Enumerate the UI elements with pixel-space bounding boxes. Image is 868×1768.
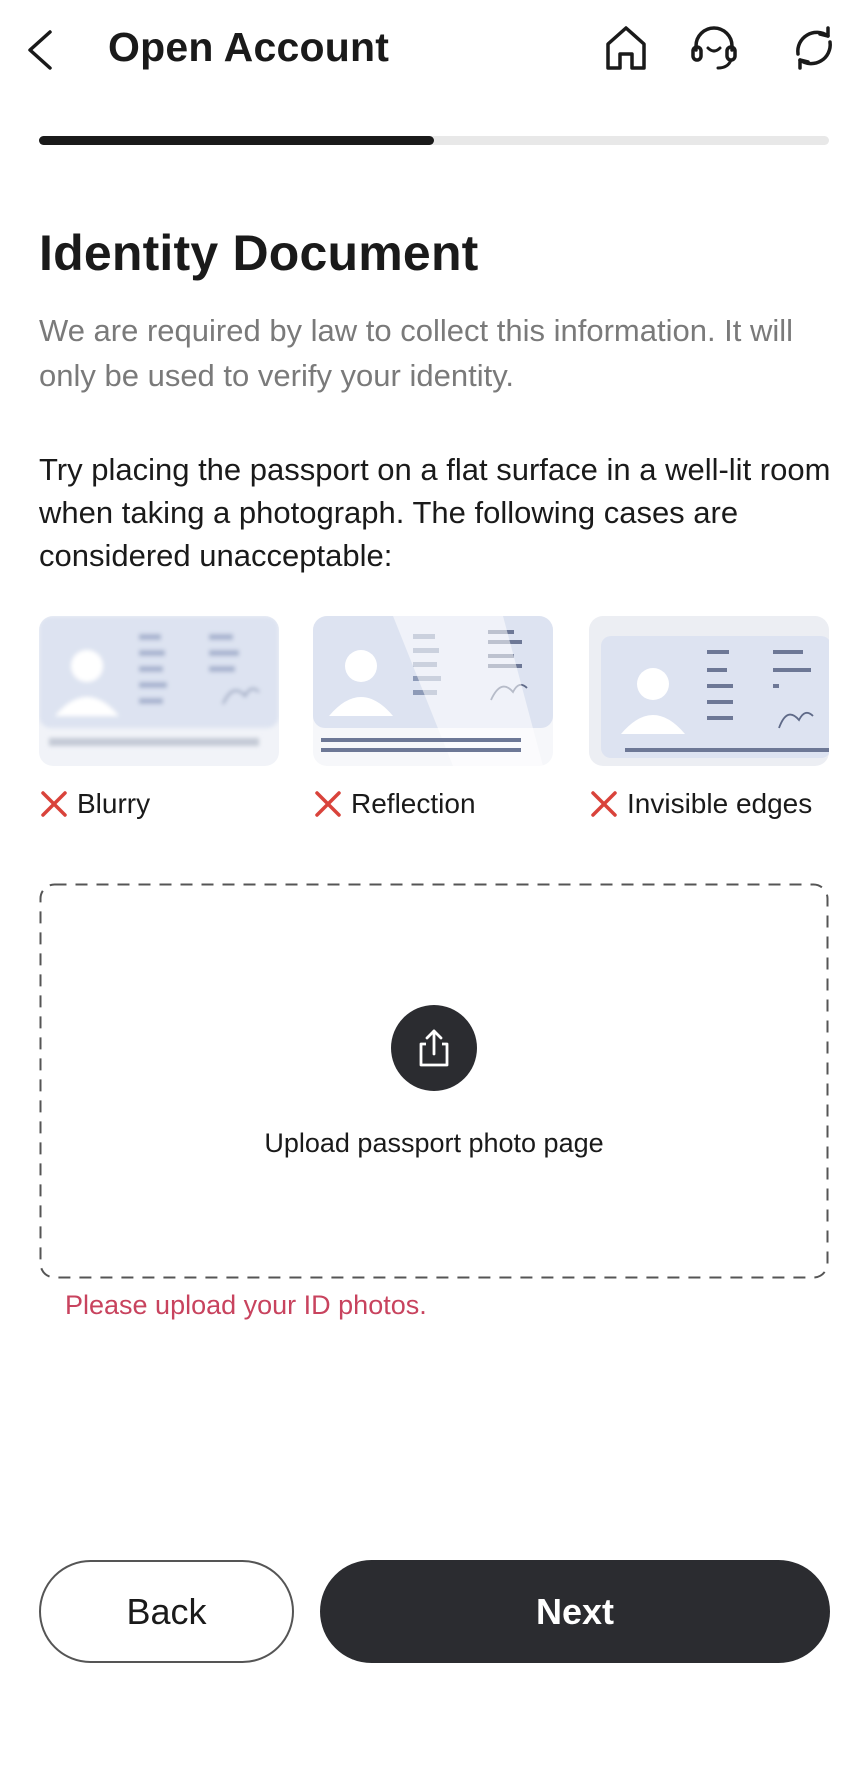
next-button[interactable]: Next (320, 1560, 830, 1663)
example-label (39, 784, 150, 824)
example-label-text: Blurry (77, 788, 151, 819)
home-icon[interactable] (600, 22, 652, 74)
refresh-icon[interactable] (788, 22, 840, 74)
example-label-text: Reflection (351, 788, 476, 819)
section-title: Identity Document (39, 225, 479, 281)
example-blurry (39, 616, 279, 819)
upload-button[interactable] (391, 1005, 477, 1091)
reflection-passport-image (313, 616, 553, 766)
example-label-text: Invisible edges (627, 788, 813, 819)
page-title: Open Account (108, 24, 390, 70)
header-bar (0, 0, 868, 100)
blurry-passport-image (39, 616, 279, 766)
upload-error-message: Please upload your ID photos. (65, 1290, 427, 1320)
chevron-left-icon[interactable] (20, 26, 60, 74)
progress-fill (39, 136, 434, 145)
section-subtitle: We are required by law to collect this information. It will only be used to verify your identity. (39, 313, 794, 393)
x-mark-icon (313, 789, 343, 819)
example-invisible-edges (589, 616, 829, 819)
upload-share-icon (412, 1026, 456, 1070)
back-button[interactable]: Back (39, 1560, 294, 1663)
unacceptable-examples (39, 616, 829, 826)
example-label (589, 784, 812, 824)
upload-label: Upload passport photo page (264, 1128, 604, 1158)
x-mark-icon (589, 789, 619, 819)
photo-instructions: Try placing the passport on a flat surface in a well-lit room when taking a photograph. The following cases are considered unacceptable: (39, 452, 831, 573)
upload-passport-dropzone[interactable] (39, 883, 829, 1279)
example-label (313, 784, 476, 824)
invisible-edges-passport-image (589, 616, 829, 766)
x-mark-icon (39, 789, 69, 819)
example-reflection (313, 616, 553, 819)
progress-bar (39, 136, 829, 145)
headset-support-icon[interactable] (688, 22, 740, 74)
